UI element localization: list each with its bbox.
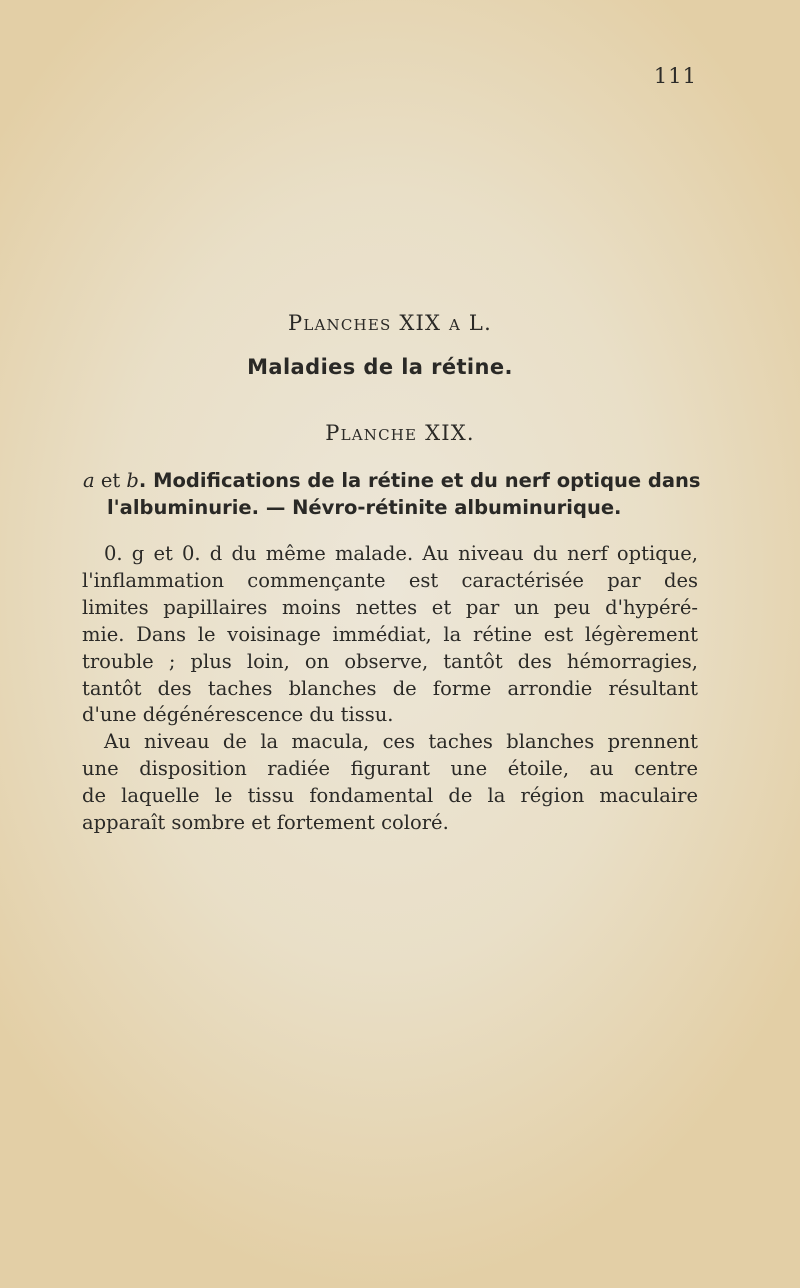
paragraph-line: limites papillaires moins nettes et par un peu d'hypéré- bbox=[82, 595, 698, 619]
body-text bbox=[82, 541, 698, 837]
figure-title-line-2: l'albuminurie. — Névro-rétinite albuminurique. bbox=[107, 496, 622, 519]
page-number: 111 bbox=[653, 64, 697, 88]
paragraph-line: apparaît sombre et fortement coloré. bbox=[82, 811, 449, 835]
paragraph-line: d'une dégénérescence du tissu. bbox=[82, 703, 394, 727]
paragraph-line: une disposition radiée figurant une étoile, au centre bbox=[82, 757, 698, 781]
figure-label bbox=[83, 469, 139, 492]
paragraph-line: l'inflammation commençante est caractérisée par des bbox=[82, 568, 698, 592]
figure-title-line-1: . Modifications de la rétine et du nerf optique dans bbox=[138, 469, 701, 492]
planches-heading: Planches XIX a L. bbox=[288, 311, 492, 335]
figure-label-et: et bbox=[94, 469, 127, 492]
planche-heading: Planche XIX. bbox=[325, 421, 475, 445]
figure-label-b: b bbox=[126, 469, 139, 492]
paragraph-line: de laquelle le tissu fondamental de la région maculaire bbox=[82, 784, 698, 808]
figure-caption-title bbox=[83, 467, 703, 521]
paragraph-line: Au niveau de la macula, ces taches blanches prennent bbox=[104, 730, 698, 754]
paragraph-1 bbox=[82, 541, 698, 729]
paragraph-line: tantôt des taches blanches de forme arrondie résultant bbox=[82, 676, 698, 700]
paragraph-line: trouble ; plus loin, on observe, tantôt des hémorragies, bbox=[82, 649, 698, 673]
paragraph-line: mie. Dans le voisinage immédiat, la rétine est légèrement bbox=[82, 622, 698, 646]
paragraph-2 bbox=[82, 729, 698, 837]
paragraph-line: 0. g et 0. d du même malade. Au niveau du nerf optique, bbox=[104, 542, 698, 565]
figure-label-a: a bbox=[83, 469, 95, 492]
section-title: Maladies de la rétine. bbox=[247, 355, 513, 379]
